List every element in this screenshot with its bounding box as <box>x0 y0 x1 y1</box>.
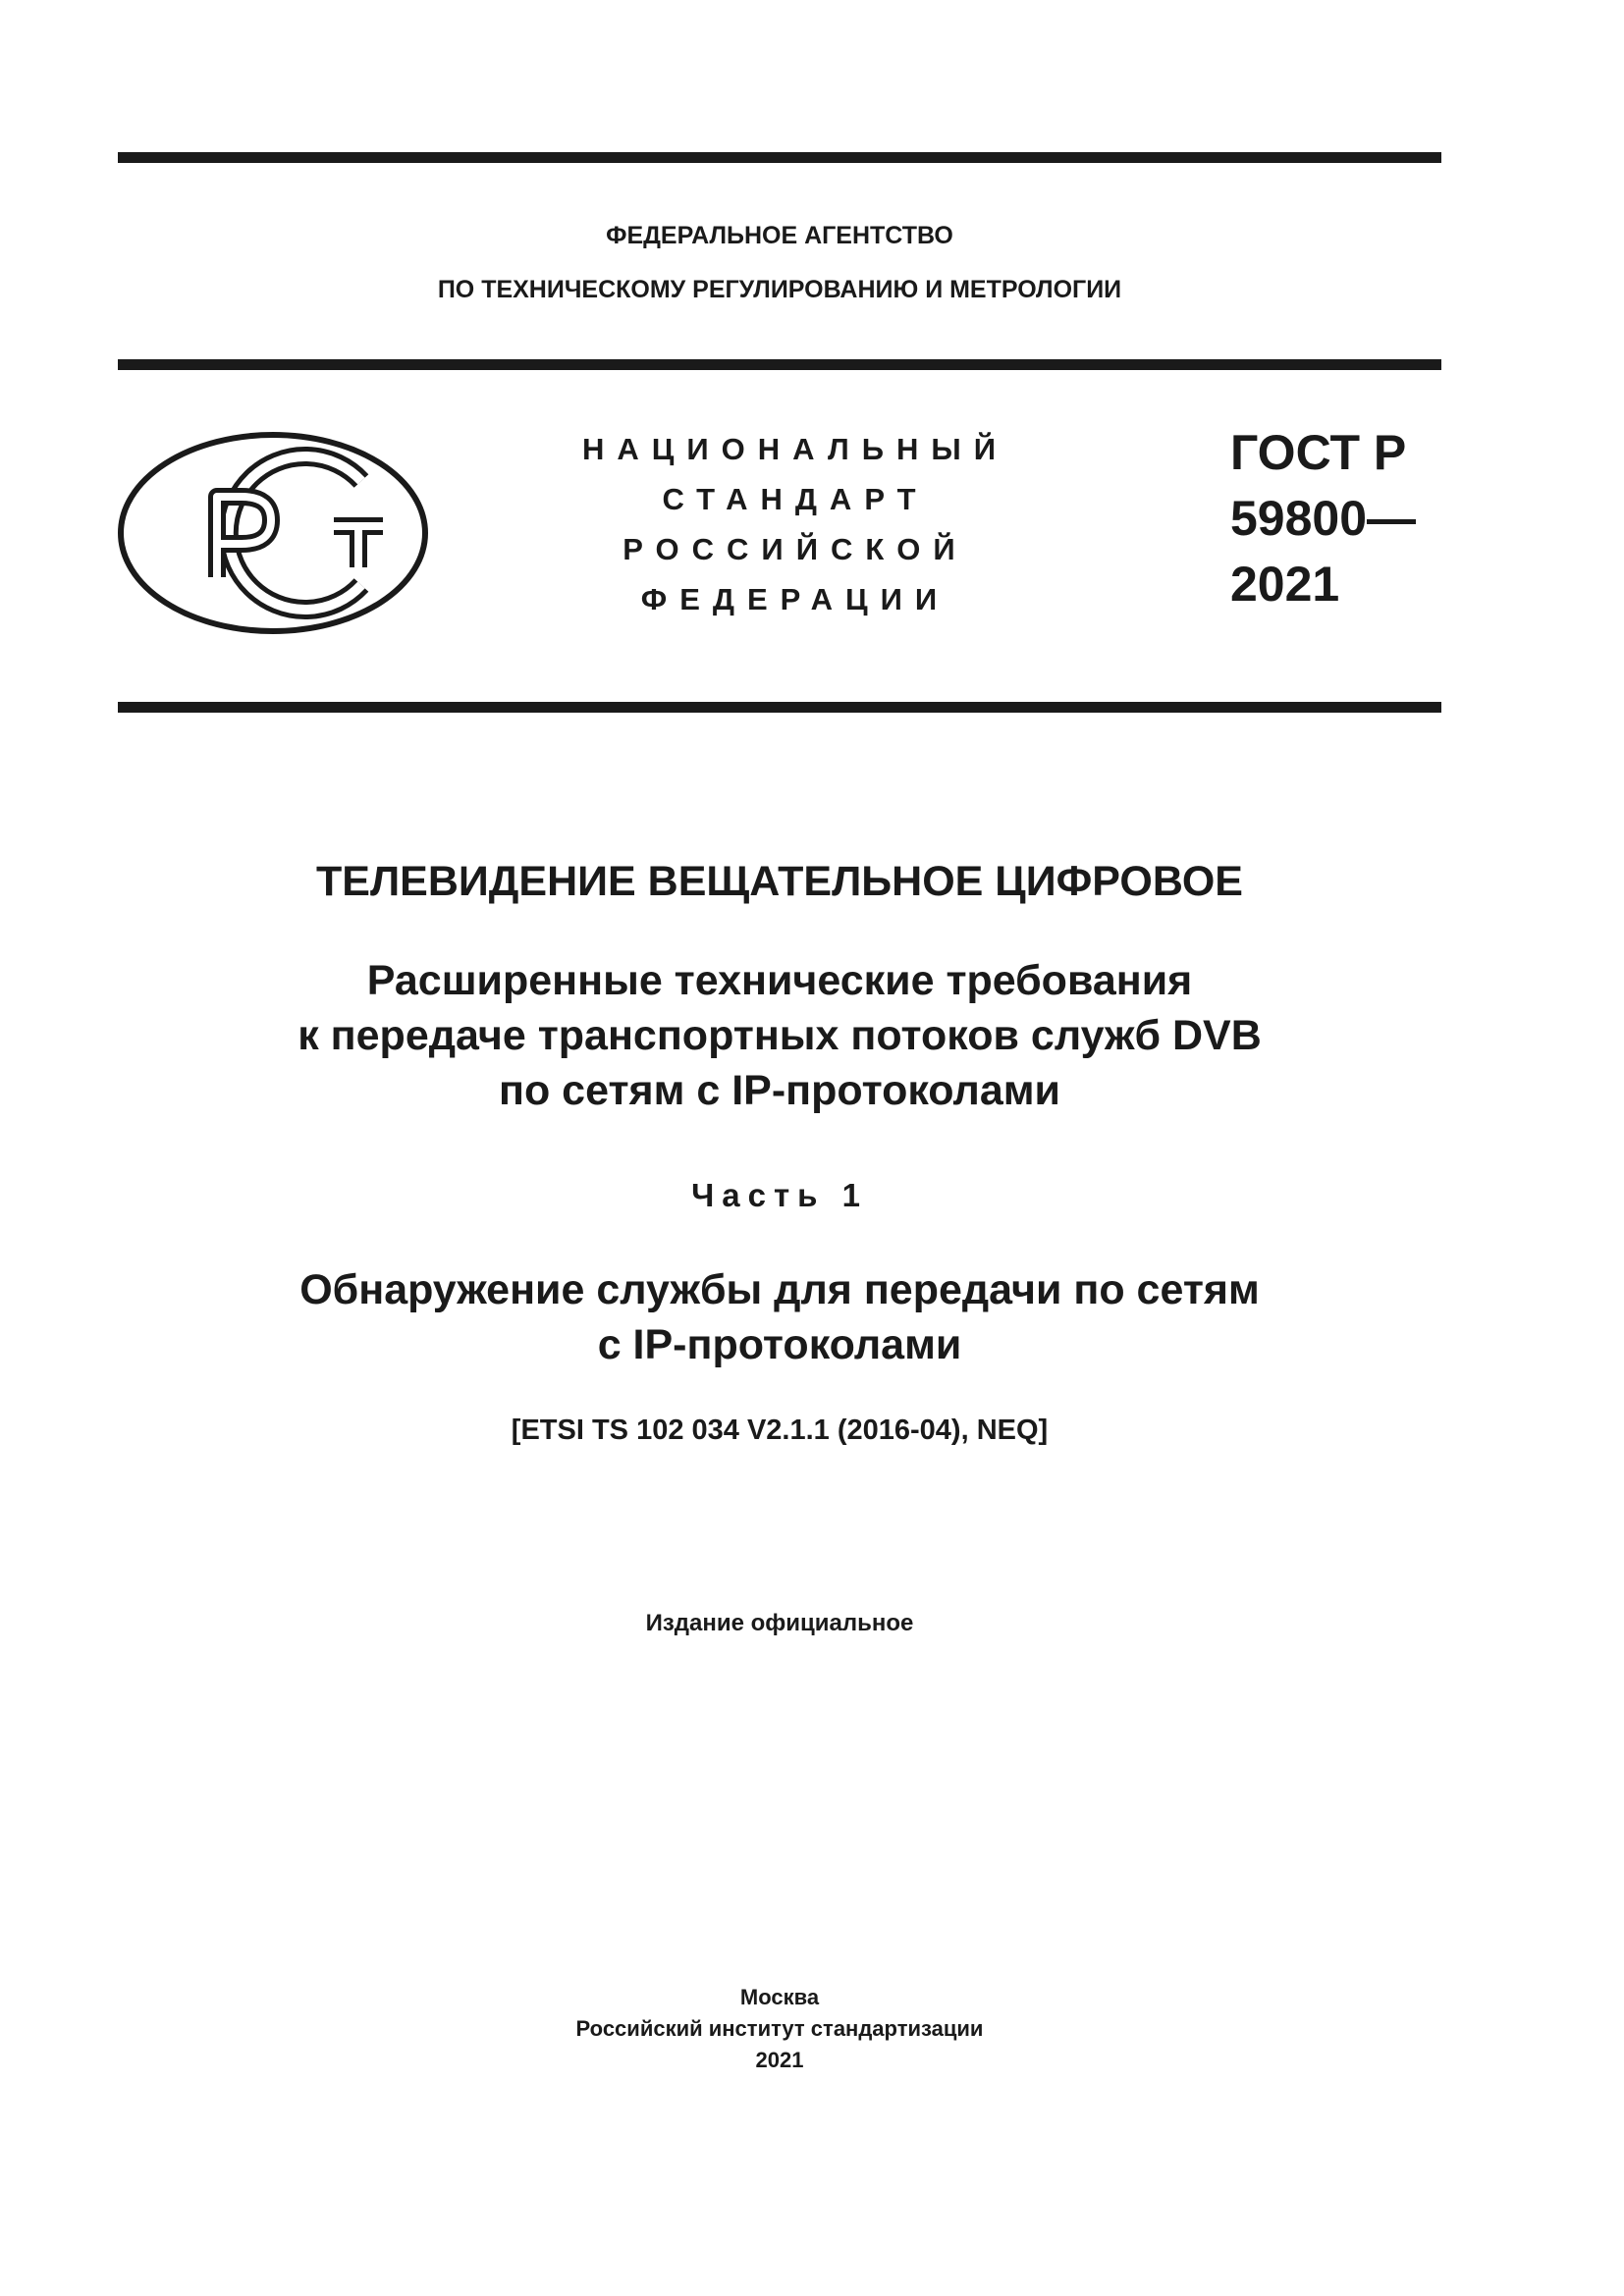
top-rule <box>118 152 1441 163</box>
imprint-city: Москва <box>739 1985 820 2009</box>
edition-note: Издание официальное <box>645 1610 914 1636</box>
agency-name-line2: ПО ТЕХНИЧЕСКОМУ РЕГУЛИРОВАНИЮ И МЕТРОЛОГИИ <box>437 276 1122 303</box>
subtitle-line3: по сетям с IP-протоколами <box>499 1067 1060 1114</box>
part-title <box>118 1262 1441 1372</box>
main-title: ТЕЛЕВИДЕНИЕ ВЕЩАТЕЛЬНОЕ ЦИФРОВОЕ <box>316 858 1243 905</box>
standard-type <box>530 424 1060 624</box>
subtitle <box>118 953 1441 1118</box>
designation-line2: 59800— <box>1230 491 1417 546</box>
designation-line3: 2021 <box>1230 557 1340 612</box>
agency-name-line1: ФЕДЕРАЛЬНОЕ АГЕНТСТВО <box>606 222 953 249</box>
designation-line1: ГОСТ Р <box>1230 425 1407 480</box>
imprint-year: 2021 <box>755 2048 804 2072</box>
rst-certification-mark-icon <box>116 430 430 636</box>
standard-designation <box>1230 420 1416 617</box>
imprint-publisher: Российский институт стандартизации <box>575 2016 984 2041</box>
part-title-line1: Обнаружение службы для передачи по сетям <box>299 1266 1260 1313</box>
imprint <box>118 1982 1441 2076</box>
header-rule <box>118 359 1441 370</box>
title-rule <box>118 702 1441 713</box>
part-number: Часть 1 <box>691 1177 868 1213</box>
subtitle-line1: Расширенные технические требования <box>366 957 1193 1004</box>
subtitle-line2: к передаче транспортных потоков служб DVB <box>298 1012 1262 1059</box>
rst-emblem <box>116 430 430 636</box>
international-reference: [ETSI TS 102 034 V2.1.1 (2016-04), NEQ] <box>511 1415 1049 1446</box>
part-title-line2: с IP-протоколами <box>597 1321 962 1368</box>
standard-type-line3: РОССИЙСКОЙ <box>623 532 968 566</box>
standard-type-line2: СТАНДАРТ <box>662 482 929 516</box>
standard-type-line4: ФЕДЕРАЦИИ <box>640 582 950 616</box>
standard-type-line1: НАЦИОНАЛЬНЫЙ <box>581 432 1009 466</box>
